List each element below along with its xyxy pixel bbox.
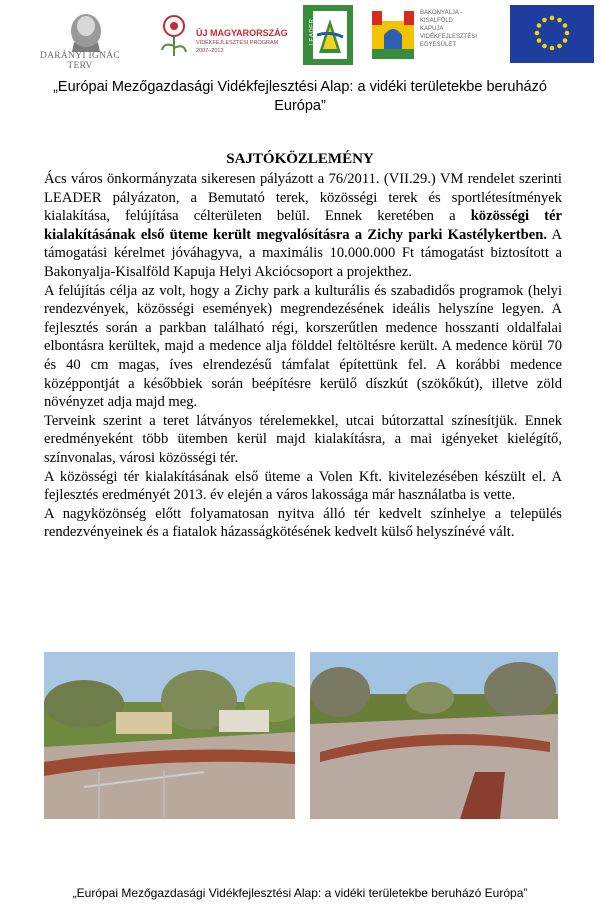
title-line-2: Európa” <box>274 98 326 114</box>
leader-label: LEADER <box>309 18 316 46</box>
eu-stars-icon <box>510 5 594 63</box>
paragraph-1-text-b: A támogatási kérelmet jóváhagyva, a maximális 10.000.000 Ft támogatást biztosított a Bakonyalja-Kisalföld Kapuja Helyi Akciócsoport a projekthez. <box>44 226 562 280</box>
bakonyalja-line: EGYESÜLET <box>420 42 457 48</box>
paragraph-5: A nagyközönség előtt folyamatosan nyitva álló tér kedvelt színhelye a település rendezvényeinek és a fiatalok házasságkötésének kedvelt külső helyszínévé vált. <box>44 505 562 541</box>
press-release-heading: SAJTÓKÖZLEMÉNY <box>226 151 374 167</box>
park-left-scene <box>44 652 295 819</box>
darany-ignac-terv-logo <box>30 8 130 71</box>
paragraph-4: A közösségi tér kialakításának első üteme a Volen Kft. kivitelezésében készült el. A fejlesztés eredményét 2013. év elején a város lakossága már használatba is vette. <box>44 468 562 504</box>
bakonyalja-line: BAKONYALJA - <box>420 10 463 16</box>
paragraph-1-bold: közösségi tér kialakításának első üteme került megvalósításra a Zichy parki Kastélykertben. <box>44 208 562 243</box>
bakonyalja-logo <box>370 5 490 65</box>
bakonyalja-line: VIDÉKFEJLESZTÉSI <box>420 34 478 40</box>
bakonyalja-text <box>420 9 477 49</box>
bakonyalja-line: KISALFÖLD <box>420 18 454 24</box>
umvp-subtitle: VIDÉKFEJLESZTÉSI PROGRAM <box>196 40 279 46</box>
park-photo-right <box>310 652 558 819</box>
park-right-scene <box>310 652 558 819</box>
bakonyalja-line: KAPUJA <box>420 26 444 32</box>
paragraph-1-text-a: Ács város önkormányzata sikeresen pályázott a 76/2011. (VII.29.) VM rendelet szerinti LEADER pályázaton, a Bemutató terek, közösségi terek és sportlétesítmények kialakítása, felújítása célterületen belül. Ennek keretében a <box>44 171 562 225</box>
logo-bar <box>0 0 600 70</box>
paragraph-1 <box>44 170 562 282</box>
leader-logo <box>303 5 353 65</box>
paragraph-3: Terveink szerint a teret látványos térelemekkel, utcai bútorzattal színesítjük. Ennek eredményeként több ütemben kerül majd kialakításra, a mai igényeket kielégítő, színvonalas, városi közösségi tér. <box>44 412 562 466</box>
document-title <box>30 78 570 116</box>
paragraph-2: A felújítás célja az volt, hogy a Zichy park a kulturális és szabadidős programok (helyi rendezvények, közösségi események) megrendezésének ideális helyszíne legyen. A fejlesztés során a parkban található régi, korszerűtlen medence hosszanti oldalfalai elbontásra kerültek, majd a medence alja földdel feltöltésre került. A medence körül 70 és 40 cm magas, íves elrendezésű támfalat építettünk fel. A korábbi medence középpontját a későbbiek során beépítésre kerülő díszkút (szökőkút), illetve zöld növényzet adja majd meg. <box>44 282 562 411</box>
uj-magyarorszag-logo <box>154 10 288 66</box>
title-line-1: „Európai Mezőgazdasági Vidékfejlesztési Alap: a vidéki területekbe beruházó <box>53 79 547 95</box>
umvp-title: ÚJ MAGYARORSZÁG <box>196 28 288 38</box>
eu-flag-logo <box>510 5 594 63</box>
park-photo-left <box>44 652 295 819</box>
press-release-body <box>44 170 562 542</box>
flower-icon <box>154 10 194 60</box>
darany-logo-text: DARÁNYI IGNÁC TERV <box>39 51 121 71</box>
castle-icon <box>370 5 416 61</box>
umvp-years: 2007–2013 <box>196 48 224 54</box>
page-footer: „Európai Mezőgazdasági Vidékfejlesztési Alap: a vidéki területekbe beruházó Európa” <box>72 886 528 900</box>
